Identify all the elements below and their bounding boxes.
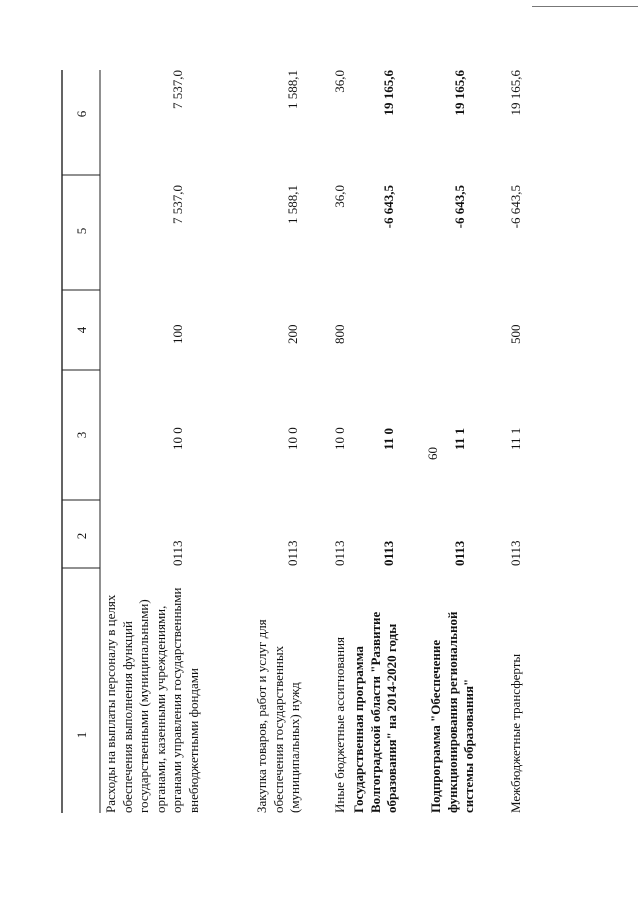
row-4-section: 0113	[381, 540, 396, 566]
column-header-3: 3	[74, 431, 89, 439]
row-3-expense-type: 800	[332, 324, 347, 344]
row-4-total: 19 165,6	[381, 70, 396, 116]
row-1-change: 7 537,0	[170, 185, 185, 224]
column-header-2: 2	[74, 532, 89, 540]
row-3-section: 0113	[332, 540, 347, 566]
column-header-5: 5	[74, 227, 89, 235]
row-2-section: 0113	[285, 540, 300, 566]
row-6-name: Межбюджетные трансферты	[508, 653, 523, 813]
row-6-change: -6 643,5	[508, 185, 523, 229]
row-6-target: 11 1	[508, 427, 523, 450]
row-6-total: 19 165,6	[508, 70, 523, 116]
row-2-target: 10 0	[285, 427, 300, 450]
row-4-name: Государственная программа Волгоградской области "Развитие образования" на 2014-2020 годы	[351, 611, 399, 813]
row-2-total: 1 588,1	[285, 70, 300, 109]
row-5-change: -6 643,5	[452, 185, 467, 229]
row-1-target: 10 0	[170, 427, 185, 450]
row-3-total: 36,0	[332, 70, 347, 93]
page-number: 60	[425, 447, 440, 460]
row-6-section: 0113	[508, 540, 523, 566]
column-header-1: 1	[74, 731, 89, 739]
row-5-target: 11 1	[452, 427, 467, 450]
row-5-name: Подпрограмма "Обеспечение функционирования региональной системы образования"	[428, 611, 476, 813]
row-1-total: 7 537,0	[170, 70, 185, 109]
row-3-change: 36,0	[332, 185, 347, 208]
row-4-target: 11 0	[381, 427, 396, 450]
column-header-6: 6	[74, 110, 89, 118]
row-2-expense-type: 200	[285, 324, 300, 344]
row-3-name: Иные бюджетные ассигнования	[332, 636, 347, 813]
row-5-section: 0113	[452, 540, 467, 566]
row-2-change: 1 588,1	[285, 185, 300, 224]
row-5-total: 19 165,6	[452, 70, 467, 116]
row-1-section: 0113	[170, 540, 185, 566]
column-header-4: 4	[74, 326, 89, 334]
row-6-expense-type: 500	[508, 324, 523, 344]
row-1-expense-type: 100	[170, 324, 185, 344]
row-4-change: -6 643,5	[381, 185, 396, 229]
row-2-name: Закупка товаров, работ и услуг для обеспечения государственных (муниципальных) нужд	[254, 619, 302, 813]
row-1-name: Расходы на выплаты персоналу в целях обеспечения выполнения функций государственными (муниципальными) органами, казенными учреждениями, органами управления государственными внебюджетными фондами	[103, 587, 201, 813]
row-3-target: 10 0	[332, 427, 347, 450]
